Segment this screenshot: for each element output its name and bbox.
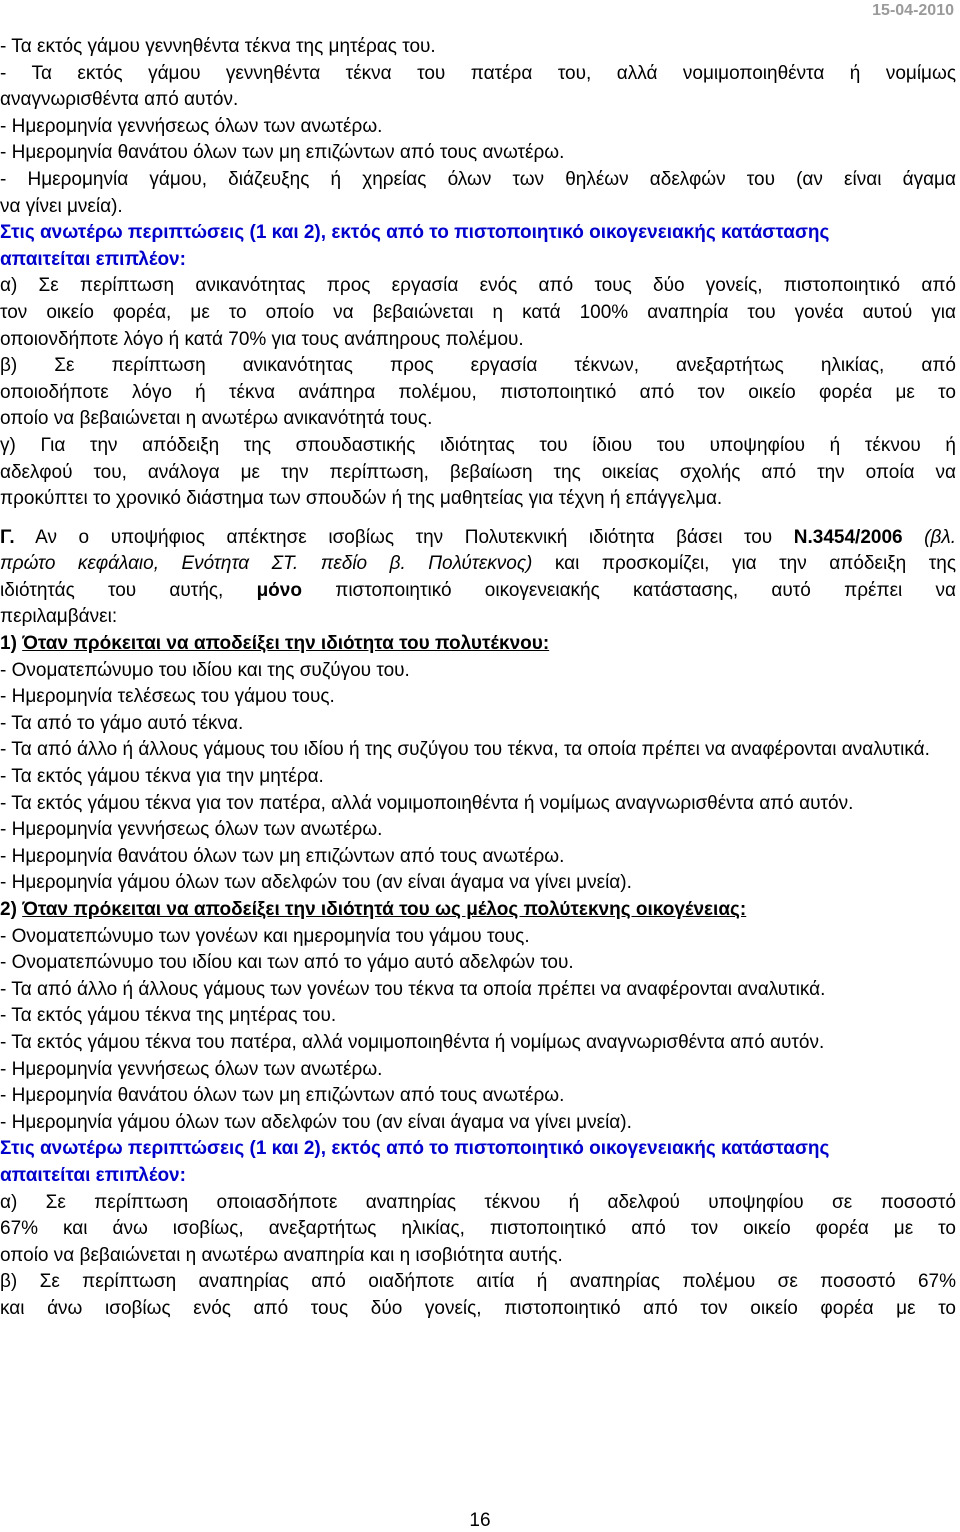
text-line: β) Σε περίπτωση αναπηρίας από οιαδήποτε αιτία ή αναπηρίας πολέμου σε ποσοστό 67% <box>0 1271 956 1293</box>
text-line: - Ημερομηνία γάμου όλων των αδελφών του (αν είναι άγαμα να γίνει μνεία). <box>0 1111 632 1133</box>
text-line: - Ημερομηνία τελέσεως του γάμου τους. <box>0 686 335 708</box>
only-emphasis: μόνο <box>256 579 302 601</box>
requirements-heading-line: Στις ανωτέρω περιπτώσεις (1 και 2), εκτός από το πιστοποιητικό οικογενειακής κατάστασης <box>0 222 830 244</box>
text-line: οποιονδήποτε λόγο ή κατά 70% για τους ανάπηρους πολέμου. <box>0 328 524 350</box>
requirements-list-2 <box>0 1190 956 1323</box>
text-line: 67% και άνω ισοβίως, ανεξαρτήτως ηλικίας, πιστοποιητικό από τον οικείο φορέα με το <box>0 1218 956 1240</box>
text-line: - Τα εκτός γάμου τέκνα για την μητέρα. <box>0 766 324 788</box>
text-line: - Τα εκτός γάμου τέκνα του πατέρα, αλλά νομιμοποιηθέντα ή νομίμως αναγνωρισθέντα από αυτόν. <box>0 1031 825 1053</box>
section-g-line-3: ιδιότητάς του αυτής, μόνο πιστοποιητικό οικογενειακής κατάστασης, αυτό πρέπει να <box>0 579 956 601</box>
section-g-line-4: περιλαμβάνει: <box>0 606 118 628</box>
law-reference: Ν.3454/2006 <box>793 526 903 548</box>
children-list-continued <box>0 34 956 220</box>
text-line: οποιοδήποτε λόγο ή τέκνα ανάπηρα πολέμου, πιστοποιητικό από τον οικείο φορέα με το <box>0 381 956 403</box>
subsection-1-list <box>0 658 956 897</box>
requirements-list-1 <box>0 273 956 512</box>
text-line: - Ημερομηνία γάμου όλων των αδελφών του (αν είναι άγαμα να γίνει μνεία). <box>0 872 632 894</box>
text-line: - Ονοματεπώνυμο του ιδίου και των από το γάμο αυτό αδελφών του. <box>0 952 574 974</box>
text-line: - Τα εκτός γάμου τέκνα για τον πατέρα, αλλά νομιμοποιηθέντα ή νομίμως αναγνωρισθέντα από αυτόν. <box>0 792 854 814</box>
header-date: 15-04-2010 <box>872 2 954 19</box>
text-line: - Ημερομηνία γεννήσεως όλων των ανωτέρω. <box>0 115 383 137</box>
text-line: - Τα εκτός γάμου γεννηθέντα τέκνα του πατέρα του, αλλά νομιμοποιηθέντα ή νομίμως <box>0 62 956 84</box>
page-number: 16 <box>469 1510 491 1531</box>
text-line: - Ημερομηνία γεννήσεως όλων των ανωτέρω. <box>0 1058 383 1080</box>
text-line: α) Σε περίπτωση οποιασδήποτε αναπηρίας τέκνου ή αδελφού υποψηφίου σε ποσοστό <box>0 1191 956 1213</box>
text-line: και άνω ισοβίως ενός από τους δύο γονείς, πιστοποιητικό από τον οικείο φορέα με το <box>0 1297 956 1319</box>
text-line: οποίο να βεβαιώνεται η ανωτέρω ανικανότητά τους. <box>0 408 433 430</box>
text-line: - Ονοματεπώνυμο του ιδίου και της συζύγου του. <box>0 659 410 681</box>
text-line: οποίο να βεβαιώνεται η ανωτέρω αναπηρία και η ισοβιότητα αυτής. <box>0 1244 563 1266</box>
requirements-heading-2 <box>0 1136 956 1189</box>
text-line: αναγνωρισθέντα από αυτόν. <box>0 89 239 111</box>
section-g-label: Γ. <box>0 526 15 548</box>
section-g-line-2: πρώτο κεφάλαιο, Ενότητα ΣΤ. πεδίο β. Πολύτεκνος) και προσκομίζει, για την απόδειξη της <box>0 553 956 575</box>
text-line: γ) Για την απόδειξη της σπουδαστικής ιδιότητας του ίδιου του υποψηφίου ή τέκνου ή <box>0 434 956 456</box>
subsection-2-title: 2) Όταν πρόκειται να αποδείξει την ιδιότητά του ως μέλος πολύτεκνης οικογένειας: <box>0 899 747 920</box>
section-g-line-1: Γ. Αν ο υποψήφιος απέκτησε ισοβίως την Πολυτεκνική ιδιότητα βάσει του Ν.3454/2006 (βλ. <box>0 526 956 548</box>
section-g-reference: πρώτο κεφάλαιο, Ενότητα ΣΤ. πεδίο β. Πολύτεκνος) <box>0 553 533 575</box>
document-body <box>0 34 956 1323</box>
text-line: αδελφού του, ανάλογα με την περίπτωση, βεβαίωση της οικείας σχολής από την οποία να <box>0 461 956 483</box>
text-line: - Τα εκτός γάμου τέκνα της μητέρας του. <box>0 1005 337 1027</box>
requirements-heading-line: απαιτείται επιπλέον: <box>0 248 186 270</box>
requirements-heading-line: απαιτείται επιπλέον: <box>0 1164 186 1186</box>
text-line: προκύπτει το χρονικό διάστημα των σπουδών ή της μαθητείας για τέχνη ή επάγγελμα. <box>0 488 723 510</box>
text-line: - Ονοματεπώνυμο των γονέων και ημερομηνία του γάμου τους. <box>0 925 530 947</box>
text-line: - Τα από το γάμο αυτό τέκνα. <box>0 712 244 734</box>
text-line: - Τα εκτός γάμου γεννηθέντα τέκνα της μητέρας του. <box>0 36 436 57</box>
text-line: τον οικείο φορέα, με το οποίο να βεβαιώνεται η κατά 100% αναπηρία του γονέα αυτού για <box>0 301 956 323</box>
text-line: - Ημερομηνία θανάτου όλων των μη επιζώντων από τους ανωτέρω. <box>0 845 565 867</box>
requirements-heading-1 <box>0 220 956 273</box>
text-line: - Τα από άλλο ή άλλους γάμους των γονέων του τέκνα τα οποία πρέπει να αναφέρονται αναλυτικά. <box>0 978 826 1000</box>
subsection-2-list <box>0 924 956 1137</box>
text-line: - Ημερομηνία θανάτου όλων των μη επιζώντων από τους ανωτέρω. <box>0 142 565 164</box>
text-line: να γίνει μνεία). <box>0 195 123 217</box>
subsection-1-title: 1) Όταν πρόκειται να αποδείξει την ιδιότητα του πολυτέκνου: <box>0 633 550 655</box>
text-line: - Ημερομηνία θανάτου όλων των μη επιζώντων από τους ανωτέρω. <box>0 1085 565 1107</box>
text-line: α) Σε περίπτωση ανικανότητας προς εργασία ενός από τους δύο γονείς, πιστοποιητικό από <box>0 275 956 297</box>
text-line: - Ημερομηνία γεννήσεως όλων των ανωτέρω. <box>0 819 383 841</box>
requirements-heading-line: Στις ανωτέρω περιπτώσεις (1 και 2), εκτός από το πιστοποιητικό οικογενειακής κατάστασης <box>0 1138 830 1160</box>
text-line: β) Σε περίπτωση ανικανότητας προς εργασία τέκνων, ανεξαρτήτως ηλικίας, από <box>0 355 956 377</box>
text-line: - Ημερομηνία γάμου, διάζευξης ή χηρείας όλων των θηλέων αδελφών του (αν είναι άγαμα <box>0 168 956 190</box>
section-g-paragraph <box>0 525 956 631</box>
text-line: - Τα από άλλο ή άλλους γάμους του ιδίου ή της συζύγου του τέκνα, τα οποία πρέπει να αναφέρονται αναλυτικά. <box>0 739 930 761</box>
